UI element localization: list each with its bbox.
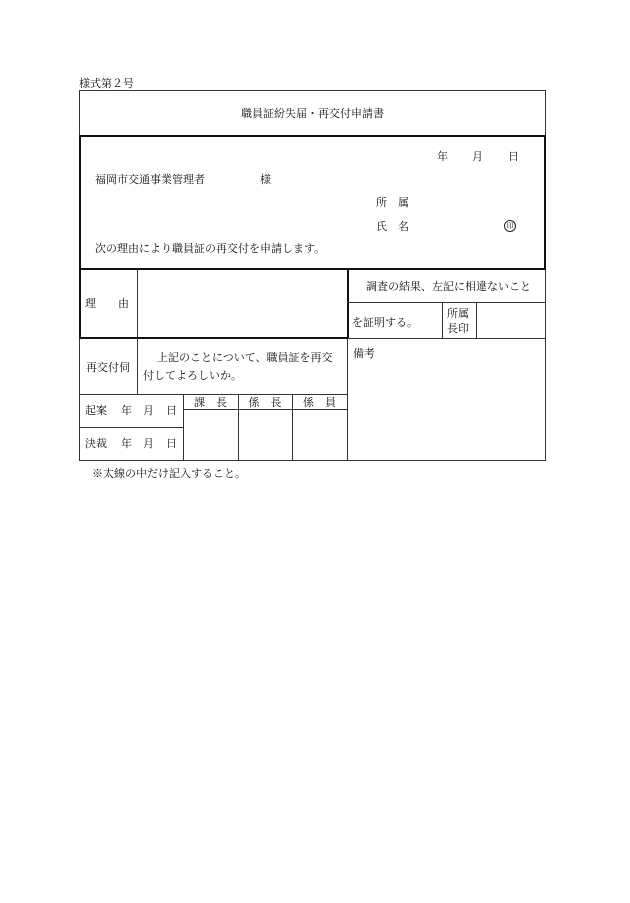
- signer-header-line: [183, 409, 347, 410]
- addressee-honorific: 様: [260, 173, 271, 186]
- certification-line-1: 調査の結果、左記に相違ないこと: [366, 280, 531, 293]
- form-title: 職員証紛失届・再交付申請書: [241, 107, 384, 120]
- applicant-seal-mark: 印: [504, 220, 516, 232]
- date-month-label: 月: [472, 150, 483, 163]
- addressee-name: 福岡市交通事業管理者: [95, 173, 205, 186]
- drafted-year: 年: [121, 404, 132, 417]
- approval-bottom-line: [79, 394, 347, 395]
- certification-bottom-line: [347, 338, 546, 339]
- signer-staff: 係 員: [303, 396, 336, 409]
- approval-text-line-2: 付してよろしいか。: [143, 369, 242, 382]
- approval-label: 再交付伺: [86, 361, 130, 374]
- remarks-label: 備考: [353, 347, 375, 360]
- decided-day: 日: [166, 437, 177, 450]
- signer-subsection-chief: 係 長: [248, 396, 282, 409]
- reason-label: 理 由: [85, 297, 129, 310]
- request-text: 次の理由により職員証の再交付を申請します。: [95, 242, 326, 255]
- signer-section-chief: 課 長: [194, 396, 227, 409]
- drafted-label: 起案: [85, 404, 107, 417]
- drafted-day: 日: [166, 404, 177, 417]
- seal-label-line-2: 長印: [447, 322, 469, 335]
- seal-box-divider: [476, 302, 477, 338]
- approval-label-divider: [137, 338, 138, 394]
- certification-divider: [347, 302, 546, 303]
- date-year-label: 年: [437, 150, 448, 163]
- decided-year: 年: [121, 437, 132, 450]
- date-day-label: 日: [508, 150, 519, 163]
- decided-month: 月: [143, 437, 154, 450]
- seal-box-left: [442, 302, 443, 338]
- affiliation-label: 所 属: [376, 196, 409, 209]
- reason-field[interactable]: [140, 272, 344, 335]
- date-rows-separator: [79, 427, 183, 428]
- decided-label: 決裁: [85, 437, 107, 450]
- applicant-name-label: 氏 名: [376, 220, 409, 233]
- reason-divider: [137, 268, 138, 339]
- drafted-month: 月: [143, 404, 154, 417]
- right-column-divider: [347, 338, 348, 461]
- footnote: ※太線の中だけ記入すること。: [92, 467, 246, 480]
- form-number: 様式第２号: [79, 77, 134, 90]
- approval-text-line-1: 上記のことについて、職員証を再交: [157, 351, 333, 364]
- seal-label-line-1: 所属: [447, 307, 469, 320]
- certification-line-2: を証明する。: [352, 316, 418, 329]
